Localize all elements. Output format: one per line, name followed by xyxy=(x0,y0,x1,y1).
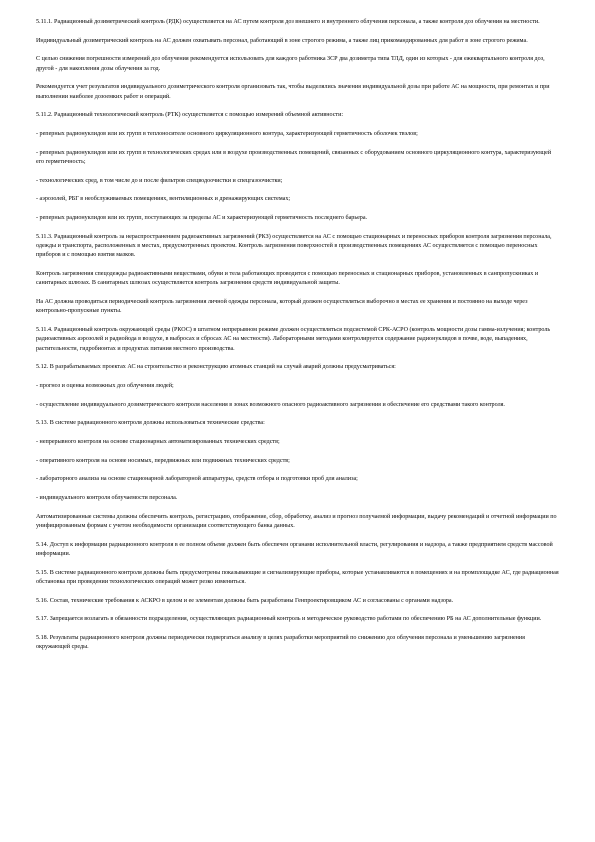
paragraph-5-14: 5.14. Доступ к информации радиационного контроля в ее полном объеме должен быть обеспечен органами исполнительной власти, регулирования и надзора, а также предприятием средств массовой информации. xyxy=(36,541,553,558)
paragraph-5-11-1: 5.11.1. Радиационный дозиметрический контроль (РДК) осуществляется на АС путем контроля доз внешнего и внутреннего облучения персонала, а также контроля доз облучения на местности. xyxy=(36,19,540,25)
paragraph-5-15: 5.15. В системе радиационного контроля должны быть предусмотрены показывающие и сигнализирующие приборы, которые устанавливаются в помещениях и на промплощадке АС, где радиационная обстановка при проведении технологических операций может резко измениться. xyxy=(36,569,559,586)
list-item: - оперативного контроля на основе носимых, передвижных или подвижных технических средств; xyxy=(36,457,290,464)
paragraph-automated-systems: Автоматизированные системы должны обеспечить контроль, регистрацию, отображение, сбор, обработку, анализ и прогноз получаемой информации, выдачу рекомендаций и отчетной информации по унифицированным формам с учетом необходимости организации соответствующего банка данных. xyxy=(36,513,557,530)
list-item: - аэрозолей, РБГ в необслуживаемых помещениях, вентиляционных и дренажирующих системах; xyxy=(36,196,291,203)
list-item: - непрерывного контроля на основе стационарных автоматизированных технических средств; xyxy=(36,439,280,446)
list-item: - прогноз и оценка возможных доз облучения людей; xyxy=(36,382,174,389)
paragraph-5-12: 5.12. В разрабатываемых проектах АС на строительство и реконструкцию атомных станций на случай аварий должны предусматриваться: xyxy=(36,364,396,371)
paragraph-5-11-4: 5.11.4. Радиационный контроль окружающей среды (РКОС) в штатном непрерывном режиме должен осуществляться подсистемой СРК-АСРО (контроль мощности дозы гамма-излучения; контроль радиоактивных аэрозолей и радиойода в воздухе, в выбросах и сбросах АС на местности). Лабораторными методами контролируется содержание радионуклидов в почве, воде, выпадениях, растительности, гидробионтах и продуктах питания местного производства. xyxy=(36,327,551,352)
paragraph-personal-clothing: На АС должна проводиться периодический контроль загрязнения личной одежды персонала, который должен осуществляться выборочно в местах ее хранения и постоянно на выходе через контрольно-пропускные пункты. xyxy=(36,299,528,315)
paragraph-5-16: 5.16. Состав, технические требования к АСКРО в целом и ее элементам должны быть разработаны Генпроектировщиком АС и согласованы с органами надзора. xyxy=(36,597,454,604)
paragraph-5-18: 5.18. Результаты радиационного контроля должны периодически подвергаться анализу в целях разработки мероприятий по снижению доз облучения персонала и уменьшению загрязнения окружающей среды. xyxy=(36,635,525,651)
paragraph-5-13: 5.13. В системе радиационного контроля должны использоваться технические средства: xyxy=(36,420,265,427)
paragraph-dosimeters: С целью снижения погрешности измерений доз облучения рекомендуется использовать для каждого работника ЗСР два дозиметра типа ТЛД, один из которых - для ежеквартального контроля доз, другой - для накопления дозы облучения за год. xyxy=(36,56,545,72)
list-item: - технологических сред, в том числе до и после фильтров спецводоочистки и спецгазоочистки; xyxy=(36,177,283,184)
list-item: - реперных радионуклидов или их групп в теплоносителе основного циркуляционного контура, характеризующей герметичность оболочек твэлов; xyxy=(36,131,418,138)
paragraph-5-11-3: 5.11.3. Радиационный контроль за нераспространением радиоактивных загрязнений (РКЗ) осуществляется на АС с помощью стационарных и переносных приборов контроля загрязнения персонала, одежды и транспорта, расположенных в местах, предусмотренных проектом. Контроль загрязнения поверхностей в производственных помещениях АС осуществляется с помощью переносных приборов и с помощью взятия мазков. xyxy=(36,233,552,259)
list-item: - реперных радионуклидов или их групп в технологических средах или в воздухе производственных помещений, связанных с оборудованием основного циркуляционного контура, характеризующей его герметичность; xyxy=(36,149,552,166)
paragraph-individual-control: Индивидуальный дозиметрический контроль на АС должен охватывать персонал, работающий в зоне строгого режима, а также лиц прикомандированных для работ в зоне строгого режима. xyxy=(36,37,528,44)
list-item: - осуществление индивидуального дозиметрического контроля населения в зонах возможного опасного радиоактивного загрязнения и обеспечение его средствами такого контроля. xyxy=(36,401,505,408)
paragraph-5-11-2: 5.11.2. Радиационный технологический контроль (РТК) осуществляется с помощью измерений объемной активности: xyxy=(36,112,344,119)
paragraph-contamination-control: Контроль загрязнения спецодежды радиоактивными веществами, обуви и тела работающих проводится с помощью переносных и стационарных приборов, установленных в санпропускниках и санитарных шлюзах. В санитарных шлюзах осуществляется контроль загрязнения средств индивидуальной защиты. xyxy=(36,271,539,287)
list-item: - реперных радионуклидов или их групп, поступающих за пределы АС и характеризующей герметичность последнего барьера. xyxy=(36,215,368,222)
list-item: - индивидуального контроля облучаемости персонала. xyxy=(36,495,178,502)
list-item: - лабораторного анализа на основе стационарной лабораторной аппаратуры, средств отбора и подготовки проб для анализа; xyxy=(36,476,358,483)
paragraph-recording: Рекомендуется учет результатов индивидуального дозиметрического контроля организовать так, чтобы выделялись значения индивидуальной дозы при работе АС на мощности, при ремонтах и при выполнении наиболее дозоемких работ и операций. xyxy=(36,84,550,100)
paragraph-5-17: 5.17. Запрещается возлагать в обязанности подразделения, осуществляющих радиационный контроль и методическое руководство работами по обеспечению РБ на АС дополнительные функции. xyxy=(36,616,542,623)
